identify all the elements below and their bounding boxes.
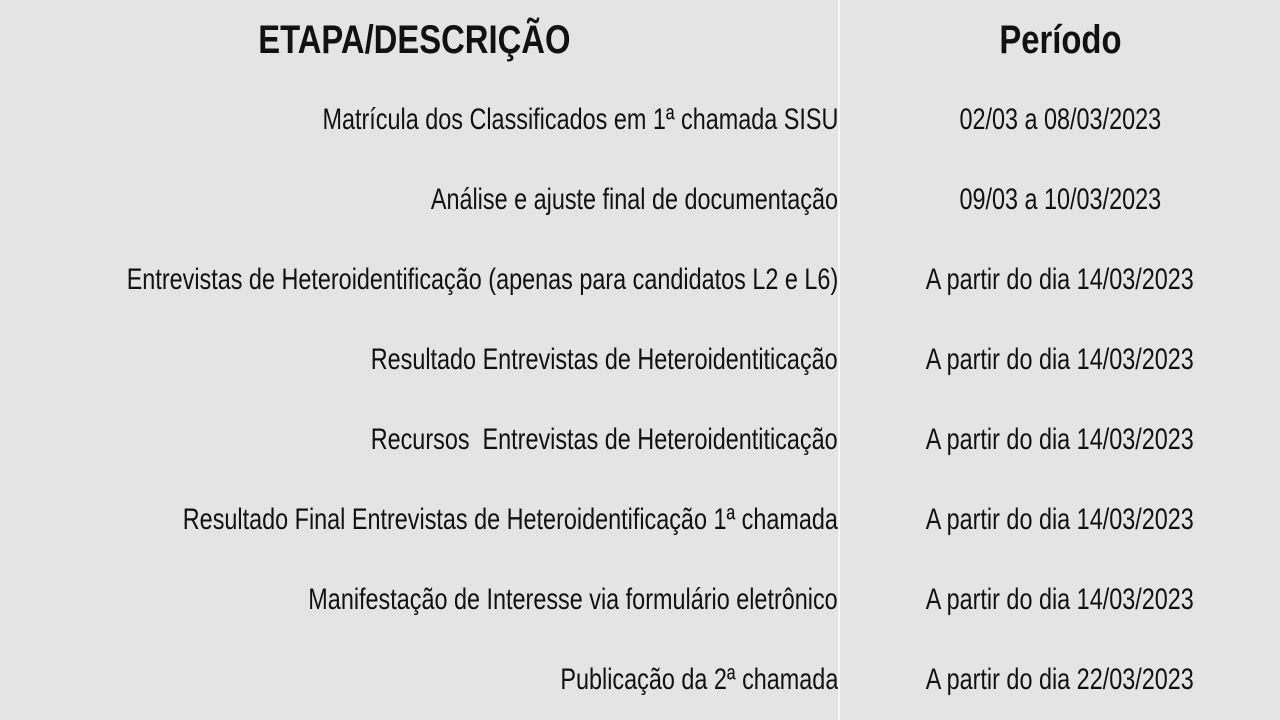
period-text: A partir do dia 14/03/2023 (925, 503, 1195, 536)
table-row (0, 320, 1280, 400)
stage-cell (0, 160, 840, 240)
period-text: A partir do dia 22/03/2023 (925, 663, 1195, 696)
stage-text: Matrícula dos Classificados em 1ª chamada SISU (322, 103, 838, 136)
stage-cell (0, 560, 840, 640)
period-cell (840, 160, 1280, 240)
table-row (0, 640, 1280, 720)
period-cell (840, 480, 1280, 560)
stage-cell (0, 640, 840, 720)
stage-cell (0, 240, 840, 320)
period-cell (840, 80, 1280, 160)
period-cell (840, 400, 1280, 480)
stage-text: Recursos Entrevistas de Heteroidentiticação (371, 423, 838, 456)
stage-text: Manifestação de Interesse via formulário eletrônico (308, 583, 838, 616)
stage-text: Resultado Final Entrevistas de Heteroidentificação 1ª chamada (182, 503, 838, 536)
period-cell (840, 240, 1280, 320)
period-text: A partir do dia 14/03/2023 (925, 343, 1195, 376)
period-cell (840, 640, 1280, 720)
table-row (0, 400, 1280, 480)
header-stage-cell (0, 0, 840, 80)
period-text: 02/03 a 08/03/2023 (959, 103, 1161, 136)
table-row (0, 240, 1280, 320)
stage-text: Análise e ajuste final de documentação (430, 183, 838, 216)
stage-cell (0, 80, 840, 160)
period-text: A partir do dia 14/03/2023 (925, 263, 1195, 296)
table-row (0, 560, 1280, 640)
table-row (0, 480, 1280, 560)
period-text: A partir do dia 14/03/2023 (925, 583, 1195, 616)
stage-text: Entrevistas de Heteroidentificação (apenas para candidatos L2 e L6) (126, 263, 838, 296)
stage-cell (0, 320, 840, 400)
header-stage-label: ETAPA/DESCRIÇÃO (257, 17, 571, 62)
table-header-row (0, 0, 1280, 80)
header-period-cell (840, 0, 1280, 80)
stage-text: Resultado Entrevistas de Heteroidentiticação (371, 343, 838, 376)
period-text: 09/03 a 10/03/2023 (959, 183, 1161, 216)
period-cell (840, 320, 1280, 400)
stage-cell (0, 480, 840, 560)
period-cell (840, 560, 1280, 640)
header-period-label: Período (998, 17, 1122, 62)
period-text: A partir do dia 14/03/2023 (925, 423, 1195, 456)
table-row (0, 80, 1280, 160)
stage-cell (0, 400, 840, 480)
stage-text: Publicação da 2ª chamada (560, 663, 838, 696)
table-row (0, 160, 1280, 240)
